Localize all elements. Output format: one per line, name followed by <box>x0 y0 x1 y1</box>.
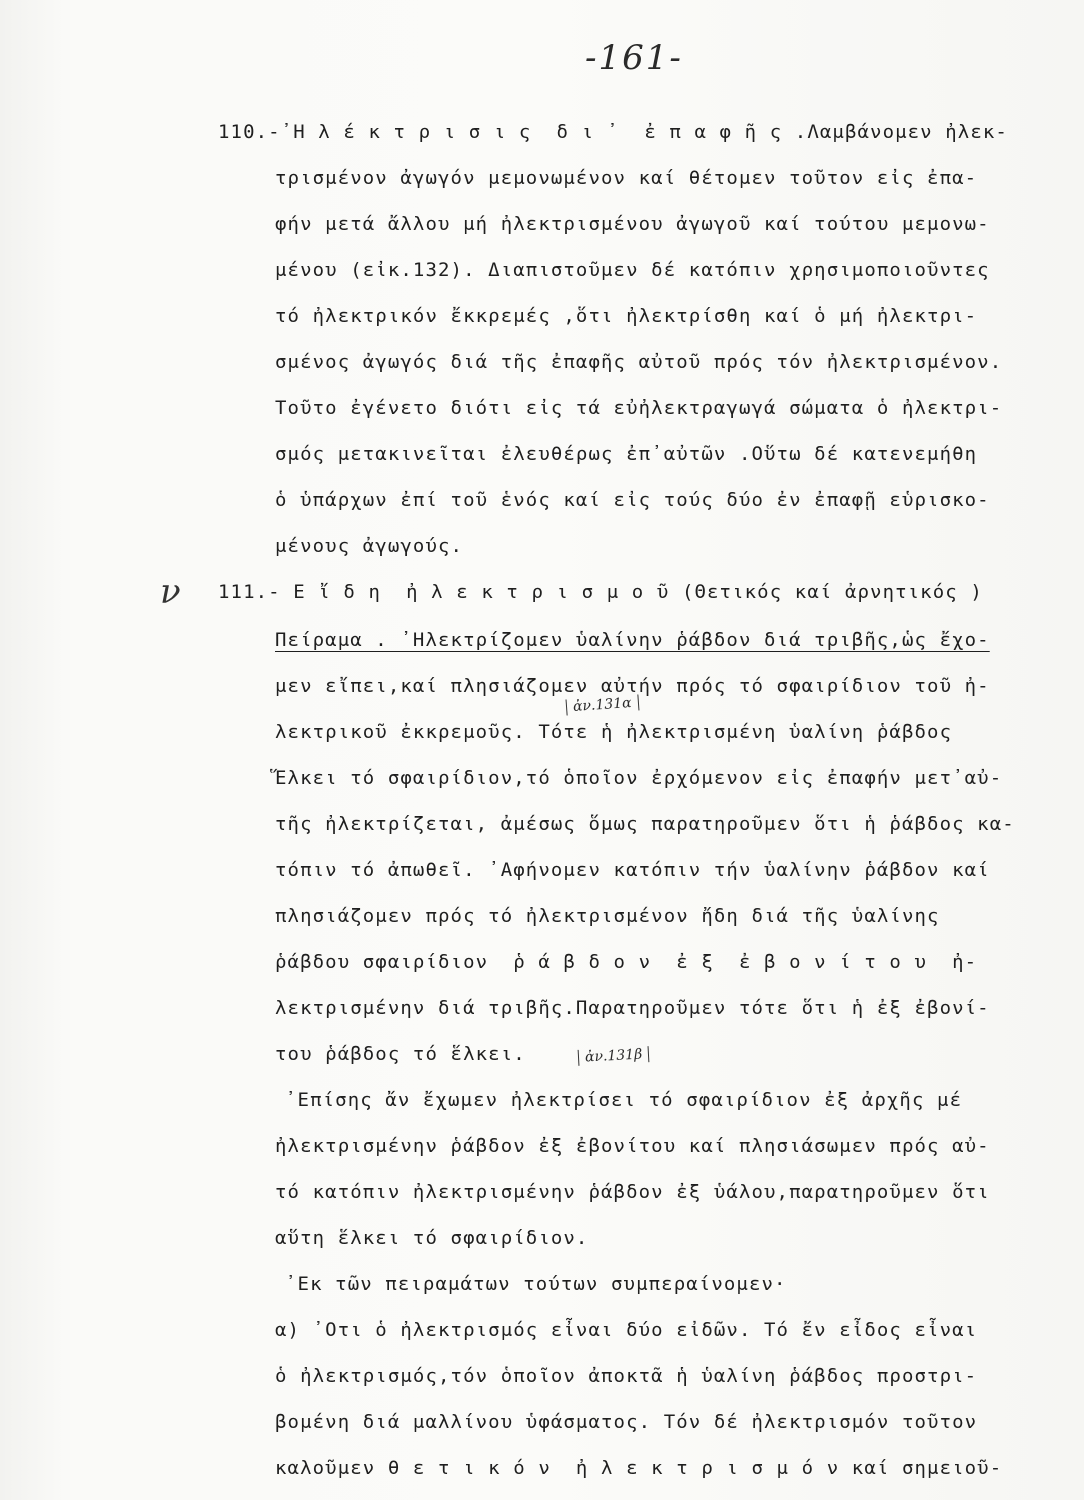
text-line: τό ἠλεκτρικόν ἔκκρεμές ,ὅτι ἠλεκτρίσθη καί ὁ μή ἠλεκτρι- <box>275 305 978 327</box>
text-line: βομένη διά μαλλίνου ὑφάσματος. Τόν δέ ἠλεκτρισμόν τοῦτον <box>275 1411 978 1433</box>
text-line: λεκτρισμένην διά τριβῆς.Παρατηροῦμεν τότε ὅτι ἡ ἐξ ἐβονί- <box>275 997 990 1019</box>
text-line: ἠλεκτρισμένην ῥάβδον ἐξ ἐβονίτου καί πλησιάσωμεν πρός αὐ- <box>275 1135 990 1157</box>
text-line: λεκτρικοῦ ἐκκρεμοῦς. Τότε ἡ ἠλεκτρισμένη ὑαλίνη ῥάβδος <box>275 721 953 743</box>
text-line: μένους ἀγωγούς. <box>275 535 464 557</box>
text-line: φήν μετά ἄλλου μή ἠλεκτρισμένου ἀγωγοῦ καί τούτου μεμονω- <box>275 213 990 235</box>
page-number: -161- <box>585 38 683 78</box>
text-line: τό κατόπιν ἠλεκτρισμένην ῥάβδον ἐξ ὑάλου,παρατηροῦμεν ὅτι <box>275 1181 990 1203</box>
text-line: μεν εἴπει,καί πλησιάζομεν αὐτήν πρός τό σφαιρίδιον τοῦ ἠ- <box>275 675 990 697</box>
section-heading: 111.- Ε ἴ δ η ἠ λ ε κ τ ρ ι σ μ ο ῦ (Θετικός καί ἀρνητικός ) <box>218 581 983 603</box>
handwritten-annotation: ἀν.131β <box>578 1046 650 1066</box>
text-line: Ἕλκει τό σφαιρίδιον,τό ὁποῖον ἐρχόμενον εἰς ἐπαφήν μετ᾿αὐ- <box>275 767 1003 789</box>
text-line: 110.-᾿H λ έ κ τ ρ ι σ ι ς δ ι ᾿ ἐ π α φ ῆ ς .Λαμβάνομεν ἠλεκ- <box>218 121 1008 143</box>
text-line: καλοῦμεν θ ε τ ι κ ό ν ἠ λ ε κ τ ρ ι σ μ ό ν καί σημειοῦ- <box>275 1457 1003 1479</box>
text-line: του ῥάβδος τό ἕλκει. <box>275 1043 526 1065</box>
text-line: τῆς ἠλεκτρίζεται, ἀμέσως ὅμως παρατηροῦμεν ὅτι ἡ ῥάβδος κα- <box>275 813 1015 835</box>
text-line: ῥάβδου σφαιρίδιον ῥ ά β δ ο ν ἐ ξ ἐ β ο ν ί τ ο υ ἠ- <box>275 951 978 973</box>
margin-check-mark: ν <box>160 572 181 612</box>
text-line: ᾿Επίσης ἄν ἔχωμεν ἠλεκτρίσει τό σφαιρίδιον ἐξ ἀρχῆς μέ <box>285 1089 963 1111</box>
text-line: σμένος ἀγωγός διά τῆς ἐπαφῆς αὐτοῦ πρός τόν ἠλεκτρισμένον. <box>275 351 1003 373</box>
text-line: αὕτη ἕλκει τό σφαιρίδιον. <box>275 1227 589 1249</box>
text-line: Τοῦτο ἐγένετο διότι εἰς τά εὐἠλεκτραγωγά σώματα ὁ ἠλεκτρι- <box>275 397 1003 419</box>
text-line: ὁ ἠλεκτρισμός,τόν ὁποῖον ἀποκτᾶ ἡ ὑαλίνη ῥάβδος προστρι- <box>275 1365 978 1387</box>
text-line: σμός μετακινεῖται ἐλευθέρως ἐπ᾿αὐτῶν .Οὕτω δέ κατενεμήθη <box>275 443 978 465</box>
handwritten-annotation: ἀν.131α <box>566 694 640 715</box>
text-line: ᾿Εκ τῶν πειραμάτων τούτων συμπεραίνομεν· <box>285 1273 787 1295</box>
text-line: ὁ ὑπάρχων ἐπί τοῦ ἑνός καί εἰς τούς δύο ἐν ἐπαφῇ εὑρισκο- <box>275 489 990 511</box>
text-line: τρισμένον ἀγωγόν μεμονωμένον καί θέτομεν τοῦτον εἰς ἐπα- <box>275 167 978 189</box>
text-line: Πείραμα . ᾿Ηλεκτρίζομεν ὑαλίνην ῥάβδον διά τριβῆς,ὡς ἔχο- <box>275 629 990 651</box>
text-line: πλησιάζομεν πρός τό ἠλεκτρισμένον ἤδη διά τῆς ὑαλίνης <box>275 905 940 927</box>
text-line: τόπιν τό ἀπωθεῖ. ᾿Αφήνομεν κατόπιν τήν ὑαλίνην ῥάβδον καί <box>275 859 990 881</box>
text-line: α) ᾿Οτι ὁ ἠλεκτρισμός εἶναι δύο εἰδῶν. Τό ἔν εἶδος εἶναι <box>275 1319 978 1341</box>
text-line: μένου (εἰκ.132). Διαπιστοῦμεν δέ κατόπιν χρησιμοποιοῦντες <box>275 259 990 281</box>
